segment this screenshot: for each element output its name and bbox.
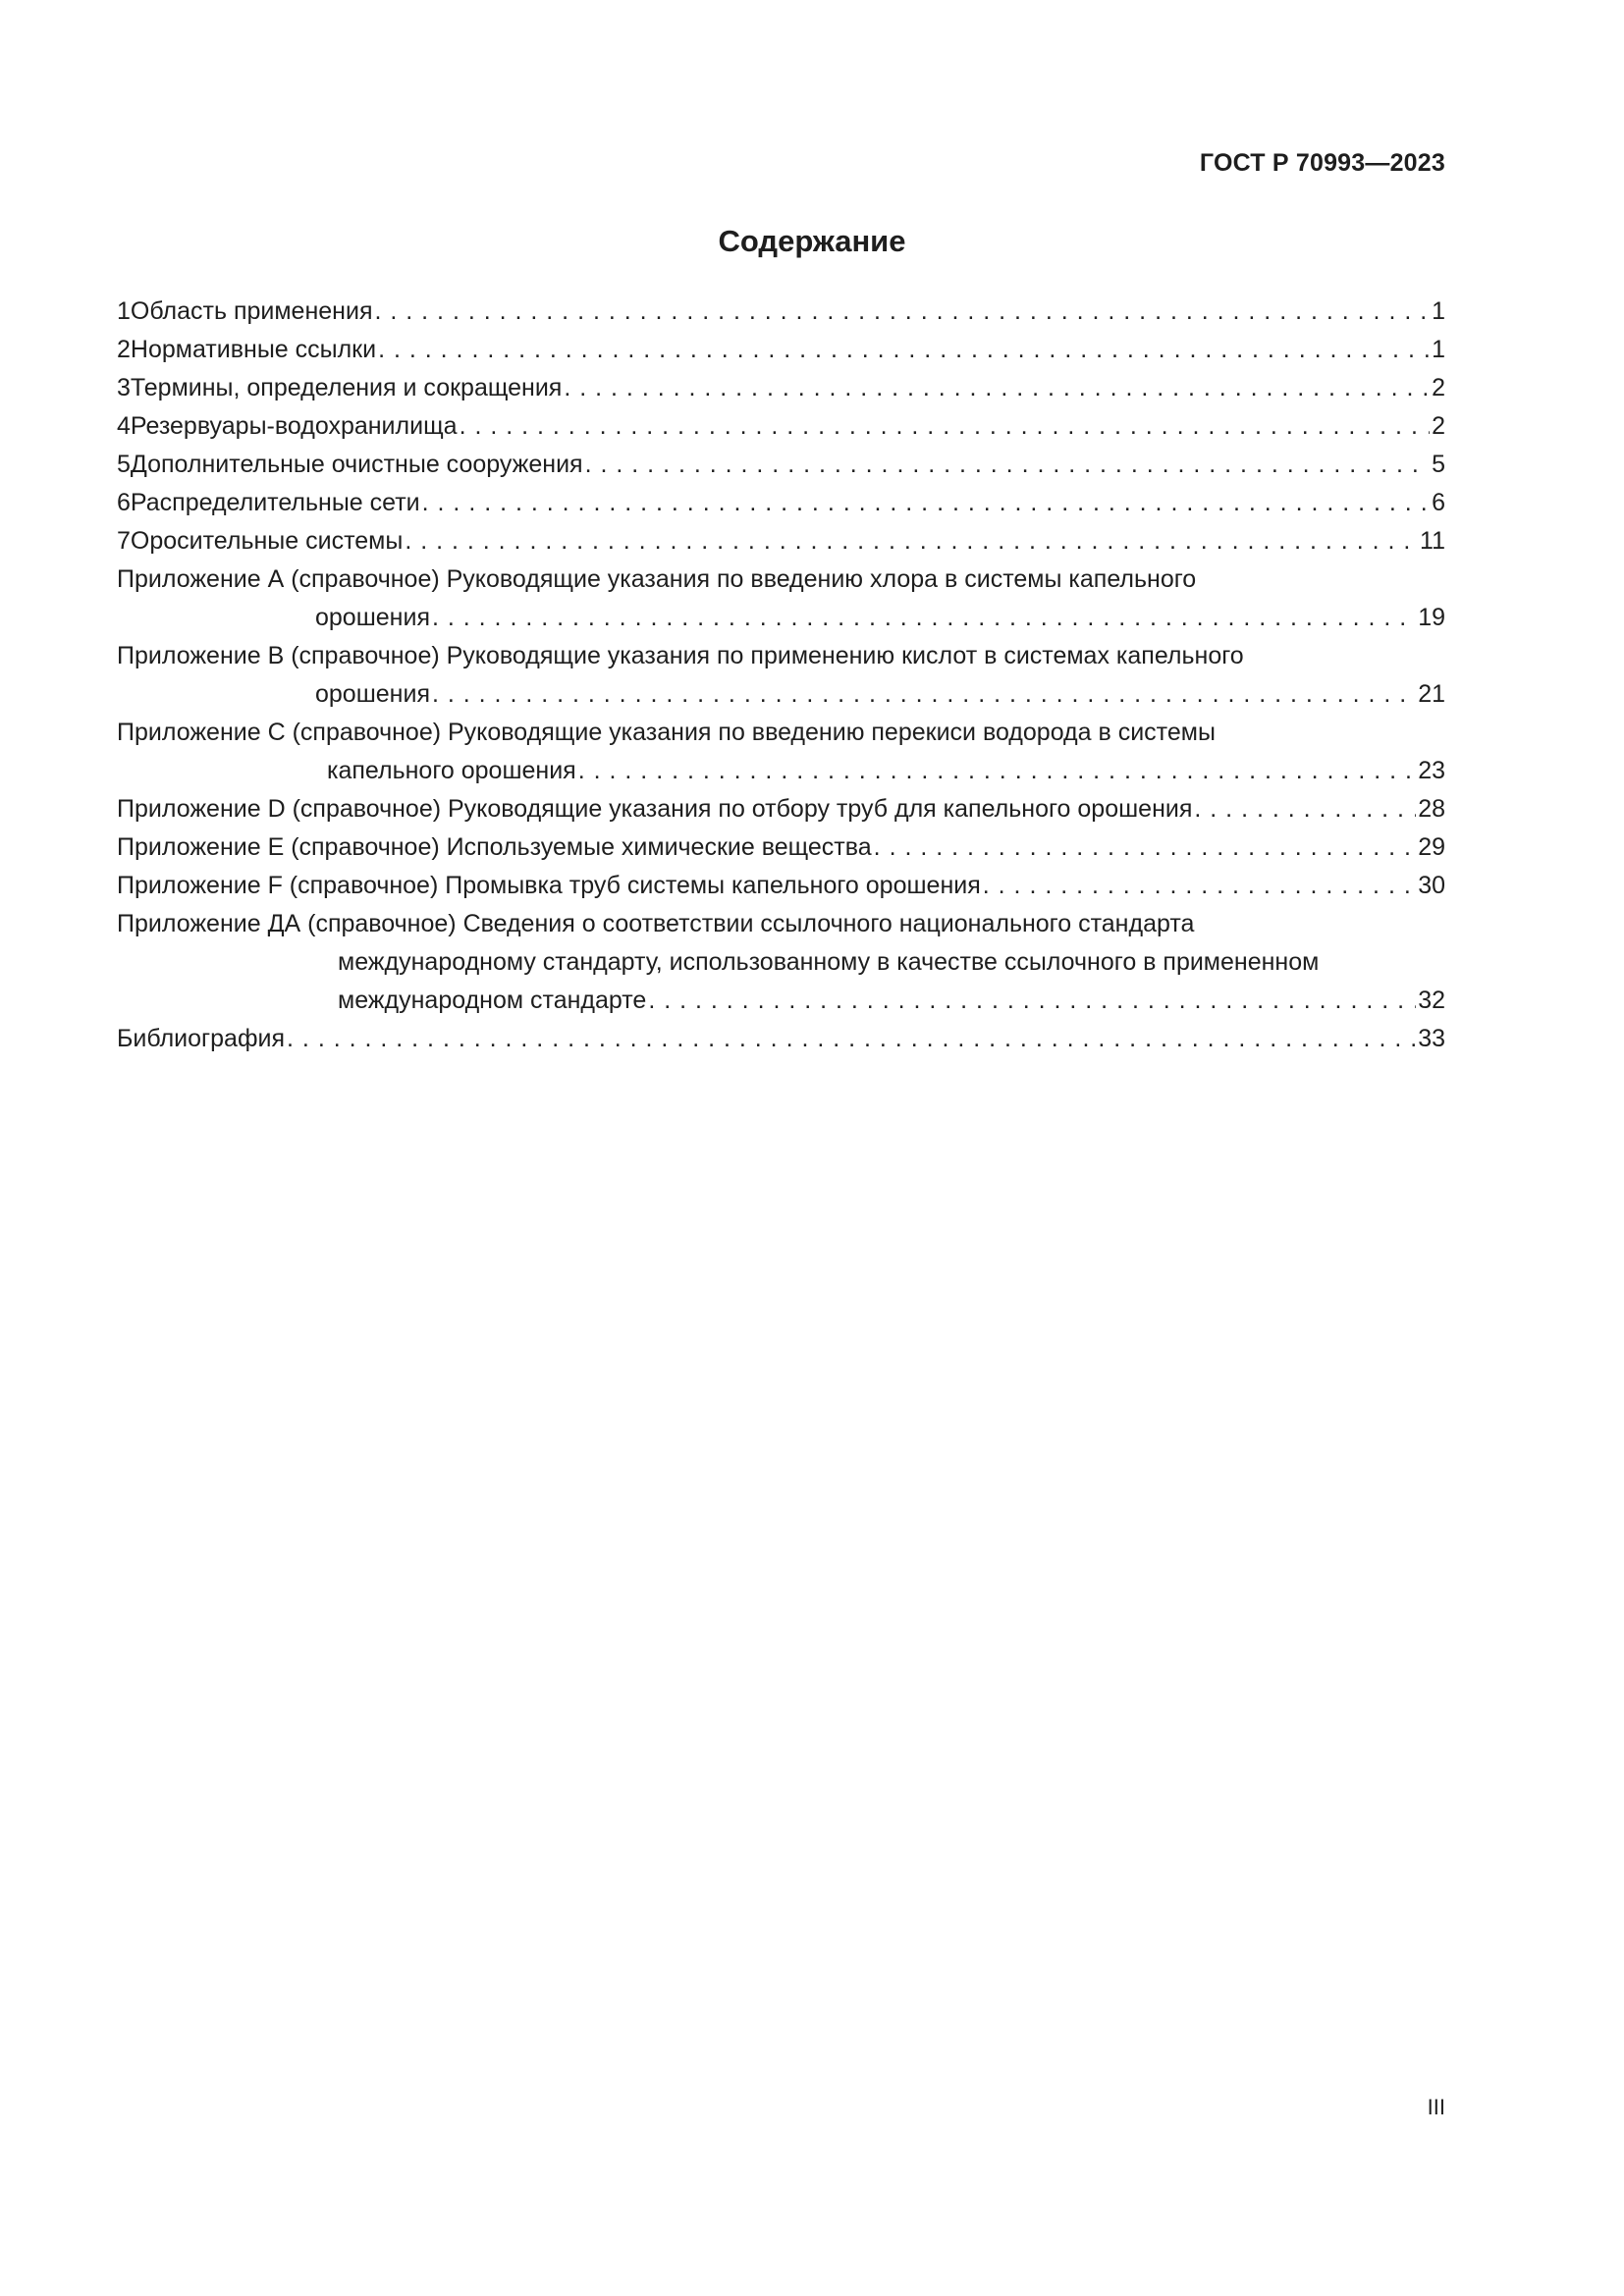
dot-leader	[1194, 790, 1416, 828]
toc-section-number: 5	[117, 451, 131, 478]
dot-leader	[287, 1020, 1416, 1058]
toc-entry-title-continuation: капельного орошения	[327, 757, 576, 784]
dot-leader	[578, 752, 1416, 790]
toc-entry-bibliography[interactable]	[117, 1020, 1445, 1058]
toc-page-number: 29	[1418, 833, 1445, 861]
dot-leader	[874, 828, 1417, 867]
toc-section-number: 4	[117, 412, 131, 440]
table-of-contents	[117, 293, 1445, 1058]
dot-leader	[422, 484, 1430, 522]
toc-page-number: 33	[1418, 1025, 1445, 1052]
dot-leader	[585, 446, 1430, 484]
toc-section-number: 7	[117, 527, 131, 555]
dot-leader	[564, 369, 1430, 407]
toc-entry-title-continuation: орошения	[315, 604, 430, 631]
toc-entry-appendix-da[interactable]	[117, 905, 1445, 1020]
toc-entry-title: Библиография	[117, 1025, 286, 1052]
toc-entry-title: Термины, определения и сокращения	[130, 374, 563, 401]
toc-entry-section-2[interactable]	[117, 331, 1445, 369]
toc-page-number: 11	[1420, 527, 1445, 555]
toc-entry-title-continuation: международному стандарту, использованному в качестве ссылочного в примененном	[338, 948, 1320, 976]
toc-page-number: 2	[1432, 412, 1445, 440]
dot-leader	[460, 407, 1431, 446]
dot-leader	[374, 293, 1430, 331]
toc-entry-section-4[interactable]	[117, 407, 1445, 446]
toc-entry-title: Нормативные ссылки	[130, 336, 377, 363]
toc-entry-title-continuation: орошения	[315, 680, 430, 708]
toc-page-number: 32	[1418, 987, 1445, 1014]
toc-entry-title: Резервуары-водохранилища	[130, 412, 458, 440]
toc-entry-title: Приложение А (справочное) Руководящие указания по введению хлора в системы капельного	[117, 565, 1197, 593]
toc-entry-section-3[interactable]	[117, 369, 1445, 407]
document-id: ГОСТ Р 70993—2023	[1199, 149, 1445, 177]
toc-section-number: 2	[117, 336, 131, 363]
toc-page-number: 2	[1432, 374, 1445, 401]
toc-entry-title: Приложение ДА (справочное) Сведения о соответствии ссылочного национального стандарта	[117, 910, 1195, 937]
toc-entry-title-continuation: международном стандарте	[338, 987, 647, 1014]
dot-leader	[378, 331, 1430, 369]
toc-entry-appendix-f[interactable]	[117, 867, 1445, 905]
dot-leader	[648, 982, 1416, 1020]
toc-entry-appendix-a[interactable]	[117, 561, 1445, 637]
toc-entry-title: Распределительные сети	[130, 489, 420, 516]
toc-page-number: 19	[1418, 604, 1445, 631]
toc-page-number: 30	[1418, 872, 1445, 899]
dot-leader	[432, 599, 1416, 637]
page-number-roman: III	[1427, 2095, 1445, 2119]
toc-entry-section-7[interactable]	[117, 522, 1445, 561]
toc-entry-title: Область применения	[130, 297, 373, 325]
toc-entry-section-5[interactable]	[117, 446, 1445, 484]
toc-page-number: 21	[1418, 680, 1445, 708]
toc-entry-title: Приложение В (справочное) Руководящие указания по применению кислот в системах капельного	[117, 642, 1244, 669]
dot-leader	[432, 675, 1416, 714]
dot-leader	[983, 867, 1416, 905]
toc-page-number: 28	[1418, 795, 1445, 823]
toc-entry-appendix-d[interactable]	[117, 790, 1445, 828]
toc-entry-title: Оросительные системы	[130, 527, 404, 555]
dot-leader	[405, 522, 1418, 561]
toc-entry-appendix-b[interactable]	[117, 637, 1445, 714]
toc-entry-title: Дополнительные очистные сооружения	[130, 451, 583, 478]
toc-page-number: 1	[1432, 336, 1445, 363]
toc-section-number: 1	[117, 297, 131, 325]
toc-entry-title: Приложение Е (справочное) Используемые химические вещества	[117, 833, 872, 861]
toc-entry-section-6[interactable]	[117, 484, 1445, 522]
toc-entry-section-1[interactable]	[117, 293, 1445, 331]
toc-page-number: 5	[1432, 451, 1445, 478]
toc-section-number: 3	[117, 374, 131, 401]
toc-entry-appendix-c[interactable]	[117, 714, 1445, 790]
toc-section-number: 6	[117, 489, 131, 516]
toc-entry-appendix-e[interactable]	[117, 828, 1445, 867]
toc-page-number: 1	[1432, 297, 1445, 325]
toc-entry-title: Приложение D (справочное) Руководящие указания по отбору труб для капельного орошения	[117, 795, 1193, 823]
toc-page-number: 23	[1418, 757, 1445, 784]
toc-page-number: 6	[1432, 489, 1445, 516]
toc-entry-title: Приложение F (справочное) Промывка труб системы капельного орошения	[117, 872, 981, 899]
toc-entry-title: Приложение С (справочное) Руководящие указания по введению перекиси водорода в системы	[117, 719, 1216, 746]
toc-title: Содержание	[718, 224, 906, 258]
